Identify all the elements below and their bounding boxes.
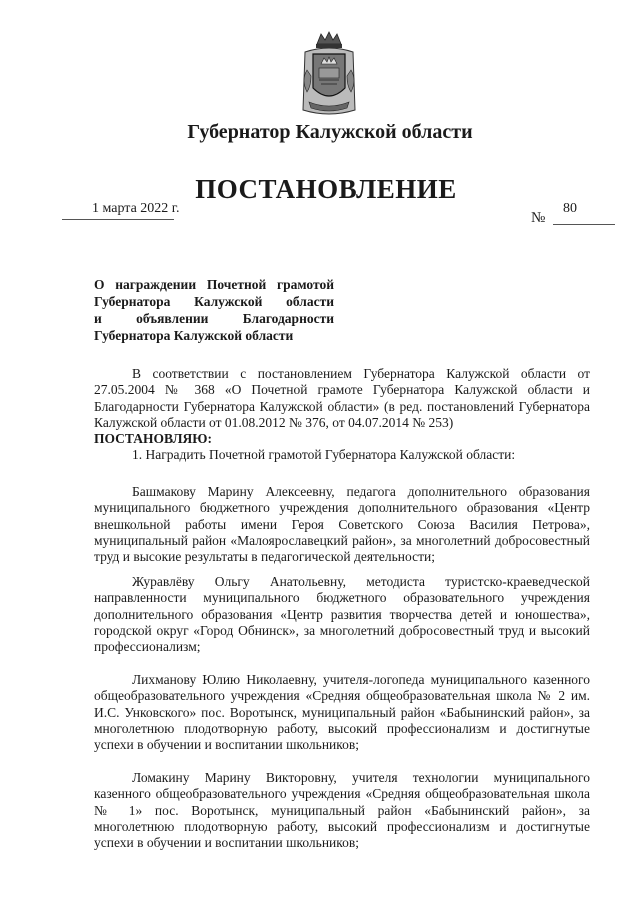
number-label: №: [531, 210, 546, 226]
document-subject: [94, 276, 334, 344]
document-type: ПОСТАНОВЛЕНИЕ: [195, 174, 457, 204]
awardee-paragraph: [94, 672, 590, 753]
governor-title: Губернатор Калужской области: [187, 121, 473, 143]
awardee-paragraph: [94, 484, 590, 565]
subject-line: Губернатора Калужской области: [94, 328, 294, 343]
document-date: 1 марта 2022 г.: [92, 201, 180, 216]
awardee-text: Лихманову Юлию Николаевну, учителя-логопеда муниципального казенного общеобразовательного учреждения «Средняя общеобразовательная школа № 2 им. И.С. Унковского» пос. Воротынск, муниципальный район «Бабынинский район», за многолетнюю плодотворную работу, высокий профессионализм и достигнутые успехи в обучении и воспитании школьников;: [94, 672, 590, 753]
awardee-text: Журавлёву Ольгу Анатольевну, методиста туристско-краеведческой направленности муниципального бюджетного образовательного учреждения дополнительного образования «Центр развития творчества детей и юношества», городской округ «Город Обнинск», за многолетний добросовестный труд и высокий профессионализм;: [94, 574, 590, 655]
subject-line: О награждении Почетной грамотой: [94, 277, 334, 292]
preamble-text: В соответствии с постановлением Губернатора Калужской области от 27.05.2004 № 368 «О Почетной грамоте Губернатора Калужской области и Благодарности Губернатора Калужской области» (в ред. постановлений Губернатора Калужской области от 01.08.2012 № 376, от 04.07.2014 № 253): [94, 366, 590, 430]
awardee-paragraph: [94, 574, 590, 655]
decree-word: ПОСТАНОВЛЯЮ:: [94, 431, 212, 447]
number-underline: [553, 224, 615, 225]
awardee-text: Ломакину Марину Викторовну, учителя технологии муниципального казенного общеобразовательного учреждения «Средняя общеобразовательная школа № 1» пос. Воротынск, муниципальный район «Бабынинский район», за многолетнюю плодотворную работу, высокий профессионализм и достигнутые успехи в обучении и воспитании школьников;: [94, 770, 590, 851]
document-number: 80: [563, 201, 577, 216]
awardee-paragraph: [94, 770, 590, 851]
item-1: 1. Наградить Почетной грамотой Губернатора Калужской области:: [132, 447, 516, 463]
subject-line: Губернатора Калужской области: [94, 294, 334, 309]
subject-line: и объявлении Благодарности: [94, 311, 334, 326]
preamble-block: [94, 366, 590, 464]
awardee-text: Башмакову Марину Алексеевну, педагога дополнительного образования муниципального бюджетного учреждения дополнительного образования «Центр внешкольной работы имени Героя Советского Союза Василия Петрова», муниципальный район «Малоярославецкий район», за многолетний добросовестный труд и высокие результаты в педагогической деятельности;: [94, 484, 590, 565]
date-underline: [62, 219, 174, 220]
coat-of-arms-emblem: [295, 30, 363, 118]
